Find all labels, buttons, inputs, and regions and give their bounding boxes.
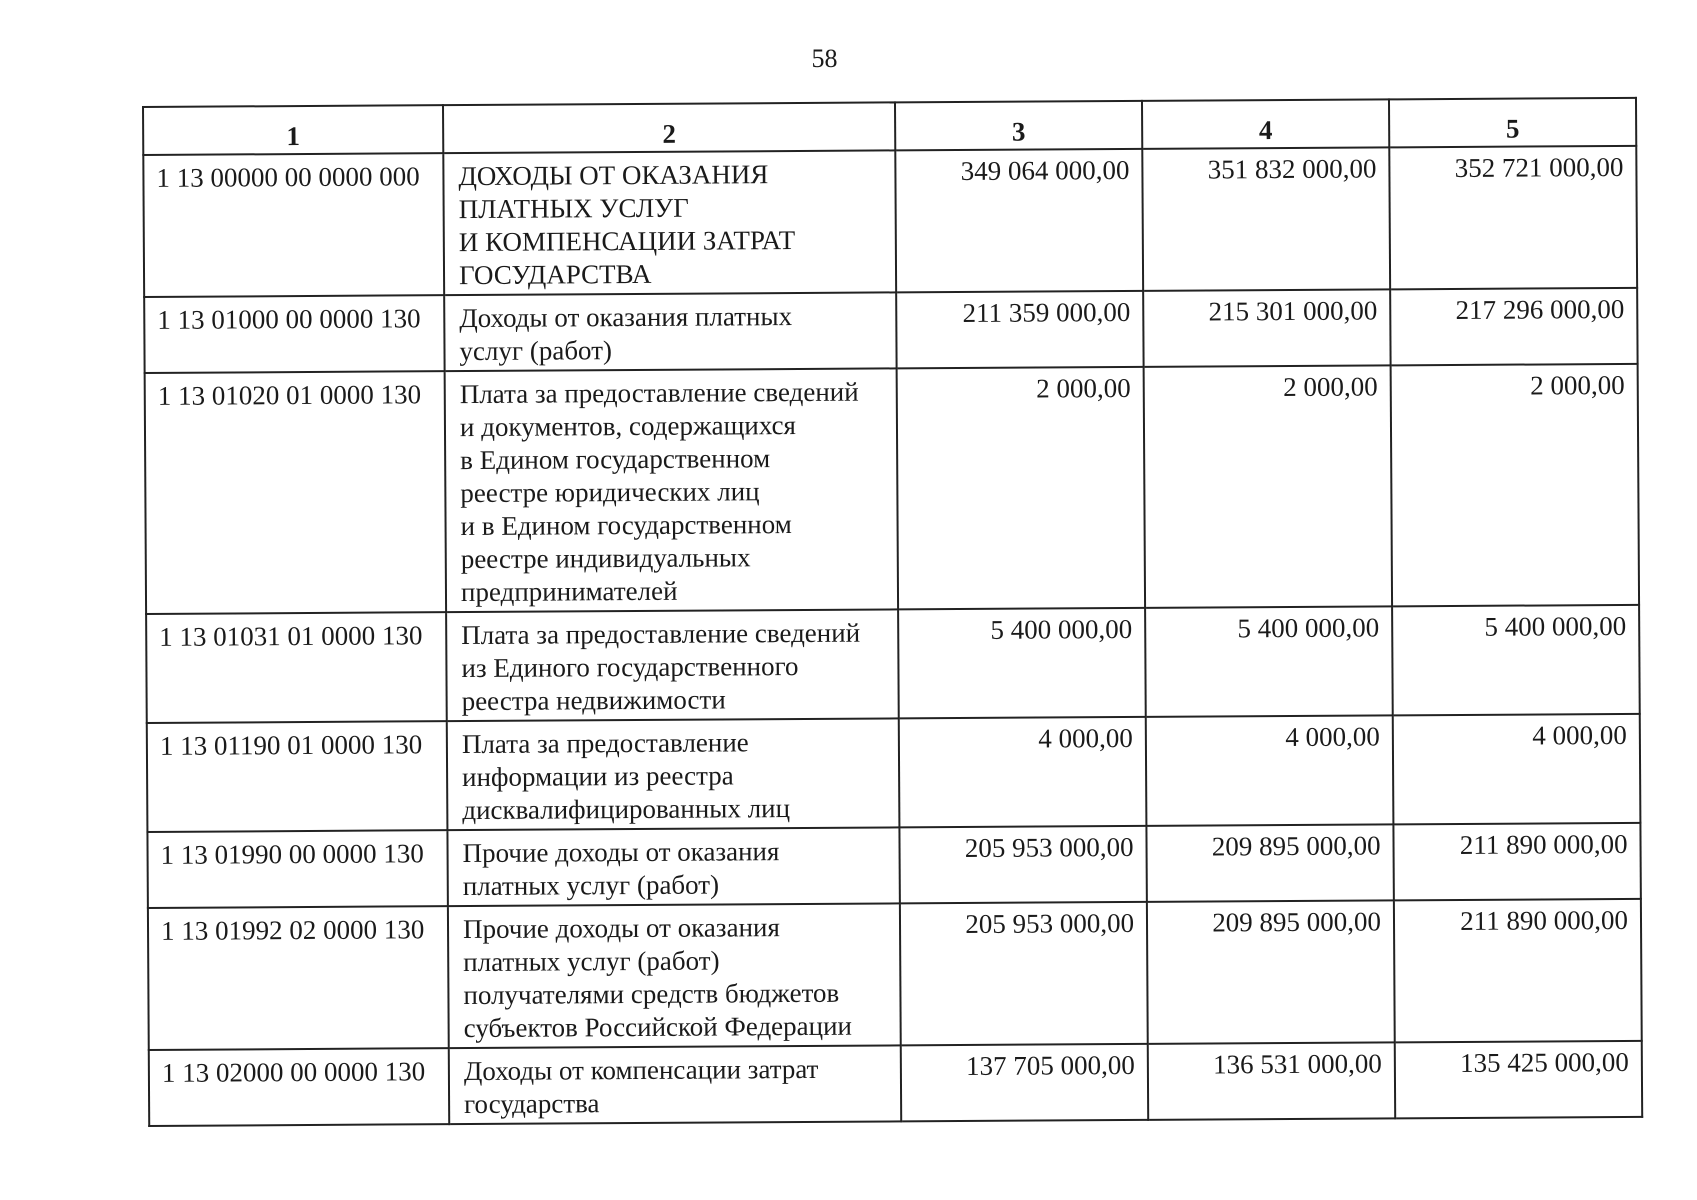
table-row — [148, 899, 1642, 1050]
amount-cell-col-5: 211 890 000,00 — [1393, 823, 1640, 901]
amount-cell-col-5: 135 425 000,00 — [1395, 1041, 1642, 1119]
amount-cell-col-4: 2 000,00 — [1144, 365, 1392, 608]
table-row — [145, 364, 1639, 614]
revenue-name-line: платных услуг (работ) — [462, 869, 720, 902]
amount-cell-col-4: 215 301 000,00 — [1143, 289, 1390, 367]
page-number: 58 — [811, 44, 838, 73]
revenue-code-cell: 1 13 02000 00 0000 130 — [149, 1048, 449, 1126]
revenue-code-cell: 1 13 01992 02 0000 130 — [148, 906, 449, 1050]
revenue-name-line: предпринимателей — [460, 575, 678, 608]
amount-cell-col-4: 4 000,00 — [1146, 715, 1394, 826]
revenue-name-line: Плата за предоставление — [461, 727, 749, 760]
table-row — [149, 1041, 1642, 1126]
column-header-3: 3 — [895, 101, 1142, 151]
revenue-name-line: реестре индивидуальных — [460, 542, 751, 575]
amount-cell-col-3: 4 000,00 — [899, 717, 1147, 828]
revenue-name-line: реестре юридических лиц — [460, 476, 760, 509]
budget-revenue-table — [142, 97, 1643, 1127]
table-row — [143, 146, 1637, 297]
revenue-name-cell — [447, 827, 899, 906]
table-row — [147, 714, 1641, 832]
revenue-name-line: и документов, содержащихся — [459, 410, 797, 443]
table-row — [147, 823, 1640, 908]
revenue-name-line: Прочие доходы от оказания — [462, 836, 780, 869]
revenue-name-line: Плата за предоставление сведений — [459, 376, 859, 410]
revenue-name-line: информации из реестра — [462, 760, 734, 793]
revenue-code-cell: 1 13 01190 01 0000 130 — [147, 721, 448, 832]
revenue-name-line: платных услуг (работ) — [463, 945, 720, 978]
revenue-name-cell — [443, 150, 896, 295]
revenue-code-cell: 1 13 01990 00 0000 130 — [147, 830, 447, 908]
revenue-name-line: Прочие доходы от оказания — [462, 912, 780, 945]
amount-cell-col-4: 209 895 000,00 — [1146, 824, 1393, 902]
revenue-code-cell: 1 13 01020 01 0000 130 — [145, 371, 446, 614]
table-body — [143, 146, 1642, 1126]
revenue-name-line: реестра недвижимости — [461, 684, 726, 717]
table-row — [146, 605, 1640, 723]
revenue-code-cell: 1 13 01000 00 0000 130 — [144, 295, 444, 373]
revenue-name-line: И КОМПЕНСАЦИИ ЗАТРАТ — [458, 225, 796, 258]
amount-cell-col-5: 211 890 000,00 — [1394, 899, 1642, 1043]
revenue-name-cell — [446, 609, 899, 721]
amount-cell-col-3: 211 359 000,00 — [896, 291, 1143, 369]
amount-cell-col-5: 352 721 000,00 — [1389, 146, 1637, 290]
amount-cell-col-3: 349 064 000,00 — [895, 149, 1143, 293]
revenue-name-line: получателями средств бюджетов — [463, 977, 840, 1011]
revenue-name-cell — [448, 903, 901, 1048]
revenue-name-line: дисквалифицированных лиц — [462, 793, 791, 826]
revenue-name-line: субъектов Российской Федерации — [463, 1010, 853, 1044]
table-row — [144, 288, 1637, 373]
revenue-name-line: государства — [464, 1088, 600, 1120]
revenue-name-cell — [444, 292, 896, 371]
revenue-code-cell: 1 13 01031 01 0000 130 — [146, 612, 447, 723]
amount-cell-col-4: 209 895 000,00 — [1147, 900, 1395, 1044]
amount-cell-col-3: 5 400 000,00 — [898, 608, 1146, 719]
revenue-name-cell — [445, 368, 898, 612]
column-header-5: 5 — [1389, 98, 1636, 148]
amount-cell-col-5: 217 296 000,00 — [1390, 288, 1637, 366]
column-header-4: 4 — [1142, 99, 1389, 149]
column-header-1: 1 — [143, 105, 443, 155]
amount-cell-col-5: 5 400 000,00 — [1392, 605, 1640, 716]
amount-cell-col-4: 136 531 000,00 — [1148, 1042, 1395, 1120]
amount-cell-col-3: 205 953 000,00 — [900, 902, 1148, 1046]
revenue-code-cell: 1 13 00000 00 0000 000 — [143, 153, 444, 297]
revenue-name-line: в Едином государственном — [460, 443, 771, 476]
amount-cell-col-5: 4 000,00 — [1393, 714, 1641, 825]
amount-cell-col-3: 137 705 000,00 — [901, 1044, 1148, 1122]
revenue-name-line: услуг (работ) — [459, 335, 613, 367]
amount-cell-col-4: 351 832 000,00 — [1142, 147, 1390, 291]
revenue-name-line: ДОХОДЫ ОТ ОКАЗАНИЯ — [458, 159, 769, 192]
revenue-name-line: ГОСУДАРСТВА — [458, 258, 652, 291]
revenue-name-line: Доходы от компенсации затрат — [463, 1053, 819, 1087]
revenue-name-line: Доходы от оказания платных — [459, 301, 793, 334]
amount-cell-col-4: 5 400 000,00 — [1145, 606, 1393, 717]
revenue-name-line: из Единого государственного — [461, 651, 799, 684]
revenue-name-cell — [449, 1045, 901, 1124]
revenue-name-line: и в Едином государственном — [460, 509, 792, 542]
revenue-name-line: ПЛАТНЫХ УСЛУГ — [458, 192, 689, 225]
amount-cell-col-5: 2 000,00 — [1391, 364, 1639, 607]
amount-cell-col-3: 205 953 000,00 — [899, 826, 1146, 904]
column-header-2: 2 — [443, 102, 895, 153]
revenue-name-line: Плата за предоставление сведений — [461, 617, 861, 651]
revenue-name-cell — [447, 718, 900, 830]
amount-cell-col-3: 2 000,00 — [897, 367, 1145, 610]
